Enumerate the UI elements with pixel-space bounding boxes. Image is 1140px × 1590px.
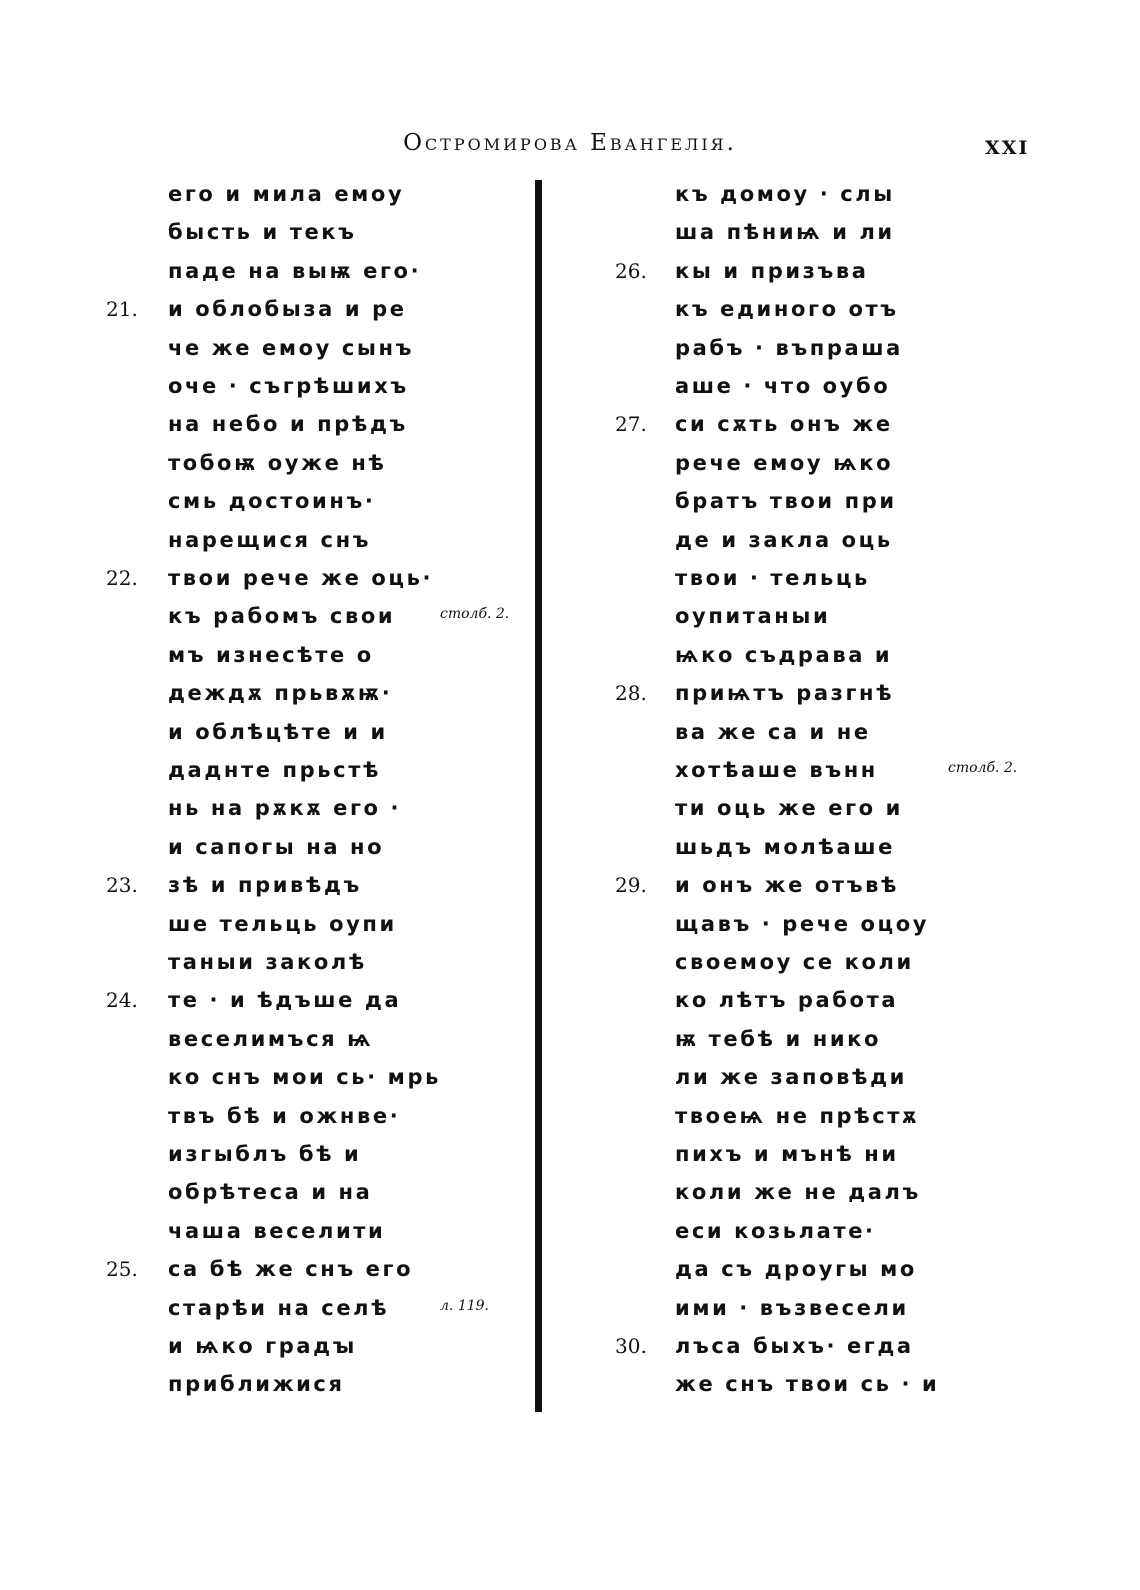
text-line: и ѩко градꙑ: [168, 1334, 357, 1358]
text-line: же снъ твои сь · и: [675, 1372, 940, 1397]
text-line: чаша веселити: [168, 1218, 386, 1243]
text-line: рече емоу ѩко: [675, 450, 894, 475]
text-line: твоеѩ не прѣстѫ: [675, 1103, 920, 1128]
text-line: аше · что оубо: [675, 374, 891, 398]
verse-number: 24.: [106, 988, 138, 1013]
text-line: си сѫть онъ же: [675, 412, 893, 437]
text-line: къ домоу · слы: [675, 182, 895, 206]
verse-number: 29.: [615, 873, 647, 898]
text-line: бысть и текъ: [168, 220, 357, 245]
margin-note: столб. 2.: [948, 760, 1018, 776]
text-line: его и мила емоу: [168, 182, 405, 206]
text-line: приѩтъ разгнѣ: [675, 681, 895, 706]
text-line: кы и призъва: [675, 258, 869, 283]
text-line: своемоу се коли: [675, 950, 914, 974]
verse-number: 23.: [106, 873, 138, 898]
text-line: твъ бѣ и ожнве·: [168, 1103, 401, 1128]
text-line: рабъ · въпраша: [675, 335, 903, 360]
text-line: пихъ и мънѣ ни: [675, 1142, 899, 1166]
text-line: оупитаныи: [675, 604, 831, 629]
text-line: ша пѣниѩ и ли: [675, 220, 895, 245]
text-line: лъса быхъ· егда: [675, 1334, 914, 1358]
text-line: ими · възвесели: [675, 1295, 909, 1320]
text-line: братъ твои при: [675, 489, 897, 514]
text-line: нь на рѫкѫ его ·: [168, 796, 402, 821]
text-line: къ единого отъ: [675, 297, 899, 322]
verse-number: 21.: [106, 297, 138, 322]
verse-number: 26.: [615, 258, 647, 283]
text-line: ко лѣтъ работа: [675, 988, 899, 1013]
verse-number: 28.: [615, 681, 647, 706]
text-line: твои рече же оць·: [168, 566, 434, 590]
text-line: смь достоинъ·: [168, 489, 376, 514]
text-line: че же емоу сынъ: [168, 335, 414, 360]
text-line: ѩко съдрава и: [675, 642, 893, 667]
text-line: де и закла оць: [675, 527, 893, 552]
text-line: ше тельць оупи: [168, 911, 397, 936]
text-line: таныи заколѣ: [168, 950, 367, 974]
text-line: оче · съгрѣшихъ: [168, 374, 409, 398]
text-line: зѣ и привѣдъ: [168, 873, 362, 898]
page-title: Остромирова Евангелія.: [403, 130, 737, 156]
text-line: паде на выѭ его·: [168, 258, 422, 283]
text-line: щавъ · рече оцоу: [675, 911, 930, 936]
text-line: на небо и прѣдъ: [168, 412, 408, 437]
verse-number: 30.: [615, 1334, 647, 1358]
text-line: веселимъся ѩ: [168, 1026, 374, 1051]
text-line: деждѫ прьвѫѭ·: [168, 681, 393, 706]
text-line: тобоѭ оуже нѣ: [168, 450, 387, 475]
text-line: даднте прьстѣ: [168, 758, 382, 782]
text-line: хотѣаше вънн: [675, 758, 878, 782]
text-line: приближися: [168, 1372, 345, 1397]
text-line: ва же са и не: [675, 719, 871, 744]
verse-number: 22.: [106, 566, 138, 590]
text-line: изгыблъ бѣ и: [168, 1142, 362, 1166]
text-line: коли же не далъ: [675, 1180, 921, 1205]
text-line: да съ дроугы мо: [675, 1257, 917, 1282]
text-line: и сапогы на но: [168, 834, 385, 859]
text-line: ти оць же его и: [675, 796, 903, 821]
verse-number: 25.: [106, 1257, 138, 1282]
text-line: къ рабомъ свои: [168, 604, 396, 629]
text-line: обрѣтеса и на: [168, 1180, 373, 1205]
margin-note: л. 119.: [440, 1297, 489, 1314]
text-line: и облѣцѣте и и: [168, 719, 388, 744]
column-divider: [535, 180, 542, 1412]
text-line: старѣи на селѣ: [168, 1295, 390, 1320]
text-line: и онъ же отъвѣ: [675, 873, 900, 898]
text-line: ко снъ мои сь· мрь: [168, 1065, 441, 1090]
text-line: ѭ тебѣ и нико: [675, 1026, 882, 1051]
text-line: твои · тельць: [675, 566, 870, 590]
text-line: те · и ѣдъше да: [168, 988, 402, 1013]
text-line: ли же заповѣди: [675, 1065, 907, 1090]
verse-number: 27.: [615, 412, 647, 437]
text-line: еси козьлате·: [675, 1218, 876, 1243]
margin-note: столб. 2.: [440, 606, 510, 623]
text-line: шьдъ молѣаше: [675, 834, 895, 859]
text-line: нарещися снъ: [168, 527, 372, 552]
page-number: XXI: [985, 137, 1030, 159]
text-line: и облобыза и ре: [168, 297, 407, 322]
text-line: са бѣ же снъ его: [168, 1257, 414, 1282]
text-line: мъ изнесѣте о: [168, 642, 374, 667]
